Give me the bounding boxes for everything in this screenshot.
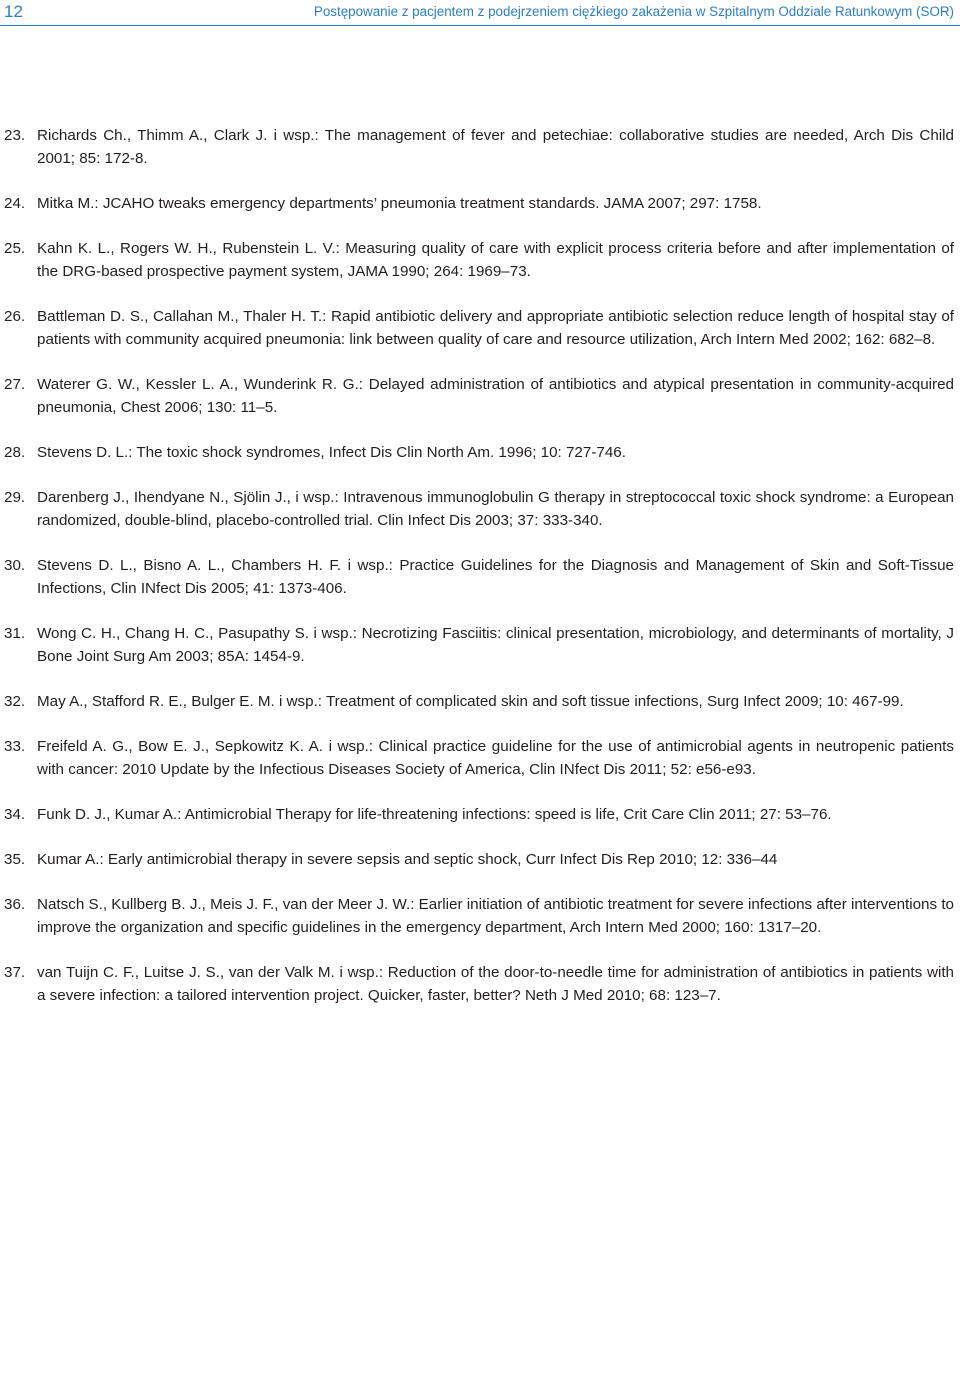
running-title: Postępowanie z pacjentem z podejrzeniem ciężkiego zakażenia w Szpitalnym Oddziale Ratunkowym (SOR): [313, 4, 954, 19]
reference-text: Wong C. H., Chang H. C., Pasupathy S. i wsp.: Necrotizing Fasciitis: clinical presentation, microbiology, and determinants of mortality, J Bone Joint Surg Am 2003; 85A: 1454-9.: [37, 625, 954, 665]
reference-item: [4, 893, 954, 939]
reference-text: Stevens D. L., Bisno A. L., Chambers H. F. i wsp.: Practice Guidelines for the Diagnosis and Management of Skin and Soft-Tissue Infections, Clin INfect Dis 2005; 41: 1373-406.: [37, 557, 954, 597]
reference-number: 36.: [4, 896, 26, 913]
reference-number: 35.: [4, 851, 26, 868]
reference-item: [4, 373, 954, 419]
reference-item: [4, 192, 954, 215]
reference-number: 32.: [4, 693, 26, 710]
reference-text: Freifeld A. G., Bow E. J., Sepkowitz K. A. i wsp.: Clinical practice guideline for the use of antimicrobial agents in neutropenic patients with cancer: 2010 Update by the Infectious Diseases Society of America, Clin INfect Dis 2011; 52: e56-e93.: [37, 738, 954, 778]
reference-item: [4, 441, 954, 464]
reference-list: [4, 124, 954, 1029]
reference-item: [4, 690, 954, 713]
reference-item: [4, 237, 954, 283]
reference-number: 37.: [4, 964, 26, 981]
reference-text: Kahn K. L., Rogers W. H., Rubenstein L. V.: Measuring quality of care with explicit process criteria before and after implementation of the DRG-based prospective payment system, JAMA 1990; 264: 1969–73.: [37, 240, 954, 280]
reference-number: 34.: [4, 806, 26, 823]
reference-item: [4, 961, 954, 1007]
reference-text: Darenberg J., Ihendyane N., Sjölin J., i wsp.: Intravenous immunoglobulin G therapy in streptococcal toxic shock syndrome: a European randomized, double-blind, placebo-controlled trial. Clin Infect Dis 2003; 37: 333-340.: [37, 489, 954, 529]
reference-number: 31.: [4, 625, 26, 642]
reference-number: 27.: [4, 376, 26, 393]
reference-text: Kumar A.: Early antimicrobial therapy in severe sepsis and septic shock, Curr Infect Dis Rep 2010; 12: 336–44: [37, 851, 778, 868]
reference-item: [4, 124, 954, 170]
reference-item: [4, 554, 954, 600]
reference-item: [4, 305, 954, 351]
reference-item: [4, 803, 954, 826]
reference-text: Natsch S., Kullberg B. J., Meis J. F., van der Meer J. W.: Earlier initiation of antibiotic treatment for severe infections after interventions to improve the organization and specific guidelines in the emergency department, Arch Intern Med 2000; 160: 1317–20.: [37, 896, 954, 936]
reference-text: Funk D. J., Kumar A.: Antimicrobial Therapy for life-threatening infections: speed is life, Crit Care Clin 2011; 27: 53–76.: [37, 806, 832, 823]
reference-text: van Tuijn C. F., Luitse J. S., van der Valk M. i wsp.: Reduction of the door-to-needle time for administration of antibiotics in patients with a severe infection: a tailored intervention project. Quicker, faster, better? Neth J Med 2010; 68: 123–7.: [37, 964, 954, 1004]
reference-item: [4, 486, 954, 532]
reference-number: 24.: [4, 195, 26, 212]
header-divider: [0, 25, 960, 26]
reference-text: Battleman D. S., Callahan M., Thaler H. T.: Rapid antibiotic delivery and appropriate antibiotic selection reduce length of hospital stay of patients with community acquired pneumonia: link between quality of care and resource utilization, Arch Intern Med 2002; 162: 682–8.: [37, 308, 954, 348]
reference-number: 33.: [4, 738, 26, 755]
page-number: 12: [4, 2, 23, 21]
reference-item: [4, 735, 954, 781]
reference-number: 29.: [4, 489, 26, 506]
page-header: [0, 0, 960, 26]
reference-text: Stevens D. L.: The toxic shock syndromes, Infect Dis Clin North Am. 1996; 10: 727-746.: [37, 444, 626, 461]
reference-number: 25.: [4, 240, 26, 257]
reference-text: May A., Stafford R. E., Bulger E. M. i wsp.: Treatment of complicated skin and soft tissue infections, Surg Infect 2009; 10: 467-99.: [37, 693, 904, 710]
reference-item: [4, 622, 954, 668]
reference-number: 23.: [4, 127, 26, 144]
reference-number: 28.: [4, 444, 26, 461]
reference-item: [4, 848, 954, 871]
reference-text: Richards Ch., Thimm A., Clark J. i wsp.: The management of fever and petechiae: collaborative studies are needed, Arch Dis Child 2001; 85: 172-8.: [37, 127, 954, 167]
reference-text: Mitka M.: JCAHO tweaks emergency departments’ pneumonia treatment standards. JAMA 2007; 297: 1758.: [37, 195, 762, 212]
reference-number: 30.: [4, 557, 26, 574]
reference-text: Waterer G. W., Kessler L. A., Wunderink R. G.: Delayed administration of antibiotics and atypical presentation in community-acquired pneumonia, Chest 2006; 130: 11–5.: [37, 376, 954, 416]
reference-number: 26.: [4, 308, 26, 325]
